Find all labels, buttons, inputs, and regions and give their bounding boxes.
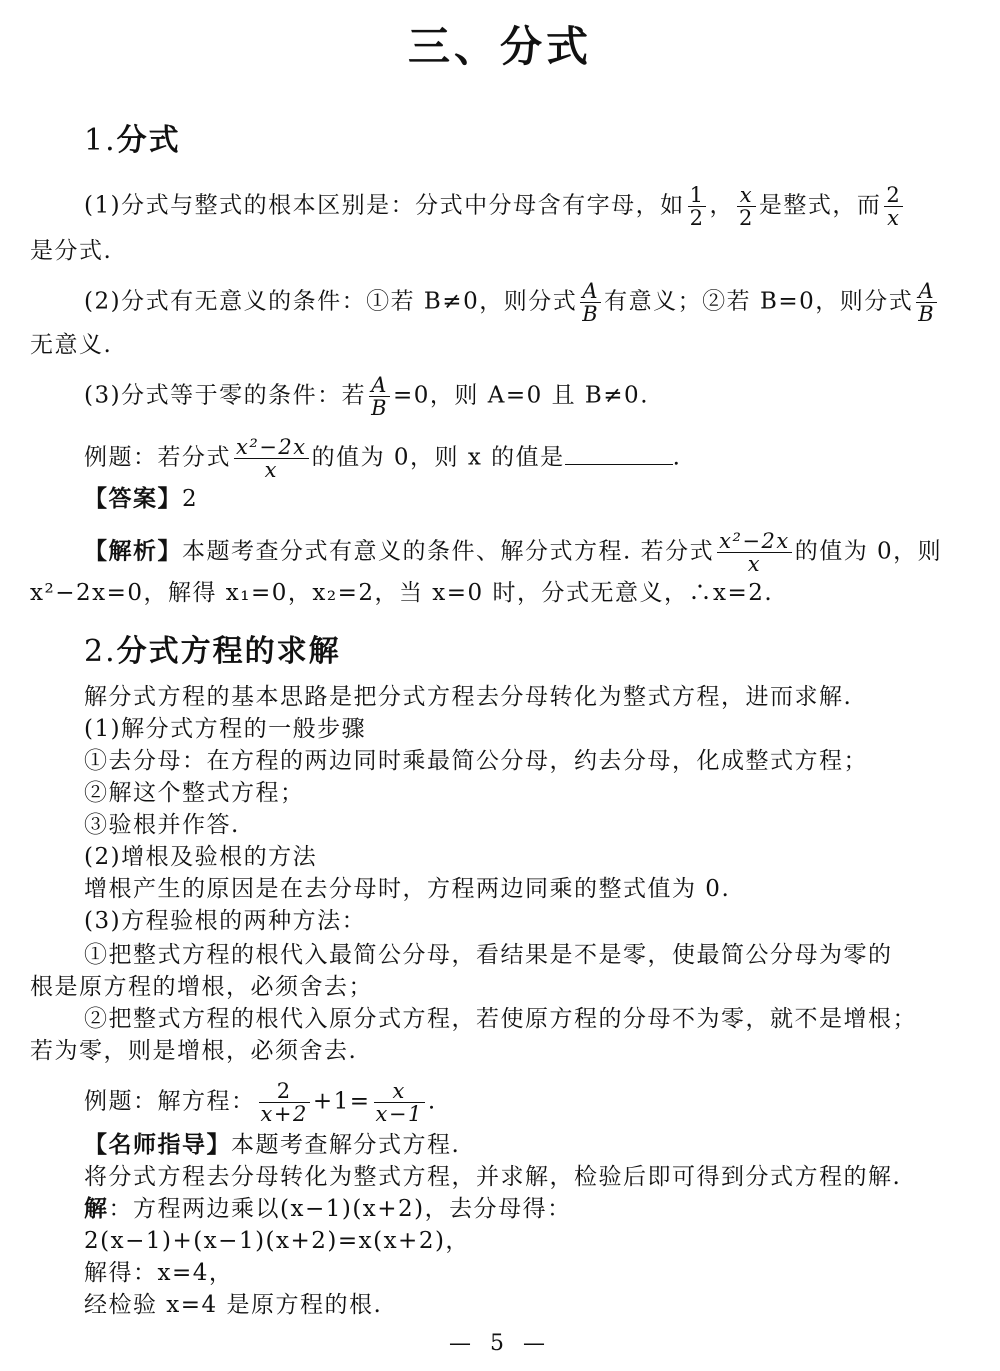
frac-num: A [369, 374, 390, 397]
frac-num: x [374, 1080, 425, 1103]
frac-den: x [264, 458, 278, 483]
frac-num: 2 [886, 183, 902, 207]
answer-tag: 【答案】 [84, 486, 182, 512]
s2-example [84, 1080, 437, 1125]
section-2-label: 分式方程的求解 [116, 634, 341, 669]
analysis-post: 的值为 0，则 [794, 538, 943, 565]
fraction-a-over-b-2 [916, 280, 937, 325]
solution-line: 解得：x=4， [84, 1260, 234, 1286]
section-2-heading [84, 626, 341, 670]
s2-line: (2)增根及验根的方法 [84, 844, 318, 870]
frac-num: 2 [259, 1080, 310, 1103]
s2-method-1: ①把整式方程的根代入最简公分母，看结果是不是零，使最简公分母为零的 [84, 942, 893, 968]
solution-line: 经检验 x=4 是原方程的根. [84, 1292, 383, 1318]
page-number: — 5 — [449, 1331, 551, 1356]
s1-p2-text: (2)分式有无意义的条件：①若 B≠0，则分式 [84, 288, 578, 315]
answer-blank [565, 442, 673, 465]
s2-line: (3)方程验根的两种方法： [84, 908, 367, 934]
s1-answer [84, 484, 198, 514]
fraction-example [234, 436, 309, 481]
s1-example-end: . [672, 444, 682, 471]
s2-line: ②解这个整式方程； [84, 780, 305, 806]
s1-p2-mid: 有意义；②若 B=0，则分式 [604, 288, 914, 315]
frac-num: x²−2x [719, 529, 790, 553]
section-1-label: 分式 [116, 123, 181, 158]
s2-line: (1)解分式方程的一般步骤 [84, 716, 367, 742]
guide-text: 本题考查解分式方程. [231, 1132, 461, 1158]
s1-point-1 [84, 184, 906, 229]
s2-method-2: ②把整式方程的根代入原分式方程，若使原方程的分母不为零，就不是增根； [84, 1006, 917, 1032]
frac-den: x+2 [260, 1102, 308, 1127]
fraction-x-over-x-minus-1 [374, 1080, 425, 1125]
fraction-a-over-b-3 [369, 374, 390, 419]
frac-den: 2 [689, 206, 705, 231]
s1-p1-sep: ， [709, 192, 734, 219]
s2-method-1-cont: 根是原方程的增根，必须舍去； [30, 974, 373, 1000]
section-2-number: 2. [84, 634, 117, 669]
frac-num: x [737, 184, 756, 207]
s1-point-1-cont: 是分式. [30, 238, 113, 264]
s1-point-3 [84, 374, 649, 419]
frac-den: x [747, 552, 762, 577]
s2-example-mid: +1= [312, 1088, 371, 1115]
analysis-text: 本题考查分式有意义的条件、解分式方程. 若分式 [182, 538, 715, 565]
s2-method-2-cont: 若为零，则是增根，必须舍去. [30, 1038, 358, 1064]
s2-guide-2: 将分式方程去分母转化为整式方程，并求解，检验后即可得到分式方程的解. [84, 1164, 902, 1190]
s1-analysis [84, 530, 942, 575]
fraction-analysis [717, 530, 792, 575]
s2-example-text: 例题：解方程： [84, 1088, 256, 1115]
s1-point-2-cont: 无意义. [30, 332, 113, 358]
s2-line: 解分式方程的基本思路是把分式方程去分母转化为整式方程，进而求解. [84, 684, 853, 710]
frac-num: A [580, 280, 601, 303]
frac-num: 1 [689, 183, 705, 207]
s2-line: ③验根并作答. [84, 812, 240, 838]
fraction-2-over-x [884, 184, 903, 229]
solution-tag: 解 [84, 1196, 109, 1222]
frac-den: B [371, 396, 389, 421]
s2-example-end: . [427, 1088, 437, 1115]
frac-den: B [918, 302, 936, 327]
s1-example-text: 例题：若分式 [84, 444, 231, 471]
s2-line: 增根产生的原因是在去分母时，方程两边同乘的整式值为 0. [84, 876, 731, 902]
answer-text: 2 [182, 486, 199, 512]
solution-line: 2(x−1)+(x−1)(x+2)=x(x+2)， [84, 1228, 470, 1254]
s1-example-post: 的值为 0，则 x 的值是 [311, 444, 565, 471]
fraction-2-over-x-plus-2 [259, 1080, 310, 1125]
frac-num: A [916, 280, 937, 303]
fraction-x-over-2 [737, 184, 756, 229]
fraction-one-half [688, 184, 707, 229]
frac-num: x²−2x [236, 435, 307, 459]
s1-p1-mid: 是整式，而 [758, 192, 882, 219]
section-1-heading [84, 115, 181, 159]
frac-den: x [887, 206, 901, 231]
frac-den: 2 [738, 206, 754, 231]
s2-solution [84, 1194, 572, 1224]
s1-point-2 [84, 280, 940, 325]
s1-analysis-cont: x²−2x=0，解得 x₁=0，x₂=2，当 x=0 时，分式无意义，∴x=2. [30, 580, 774, 606]
section-1-number: 1. [84, 123, 117, 158]
s1-p3-post: =0，则 A=0 且 B≠0. [393, 382, 650, 409]
s1-p3-text: (3)分式等于零的条件：若 [84, 382, 367, 409]
fraction-a-over-b [580, 280, 601, 325]
solution-text: ：方程两边乘以(x−1)(x+2)，去分母得： [108, 1196, 572, 1222]
s2-line: ①去分母：在方程的两边同时乘最简公分母，约去分母，化成整式方程； [84, 748, 868, 774]
analysis-tag: 【解析】 [84, 538, 182, 565]
guide-tag: 【名师指导】 [84, 1132, 231, 1158]
frac-den: x−1 [375, 1102, 423, 1127]
frac-den: B [582, 302, 600, 327]
page-title: 三、分式 [407, 22, 592, 71]
s2-guide [84, 1130, 460, 1160]
s1-example [84, 436, 681, 481]
s1-p1-text: (1)分式与整式的根本区别是：分式中分母含有字母，如 [84, 192, 685, 219]
